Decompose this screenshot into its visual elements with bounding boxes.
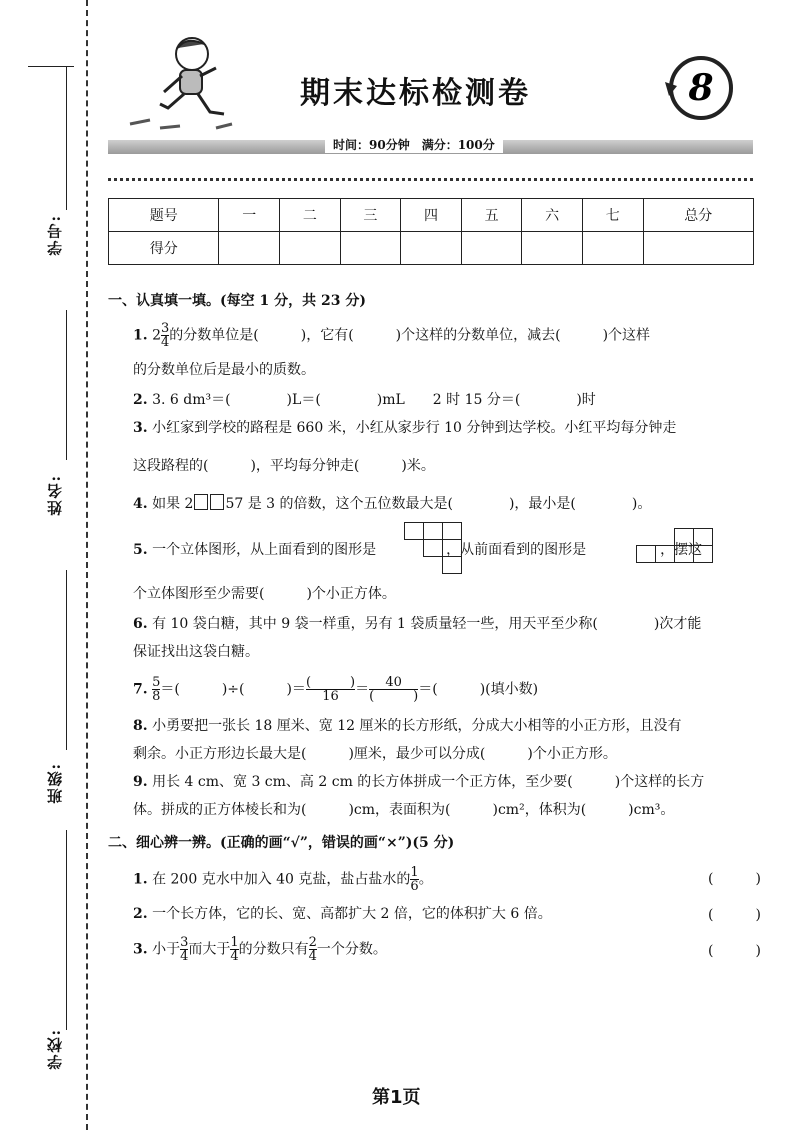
score-cell[interactable] [522, 232, 583, 265]
score-header-cell: 三 [340, 199, 401, 232]
score-cell[interactable] [461, 232, 522, 265]
test-number: 8 [688, 67, 714, 109]
score-header-cell: 七 [582, 199, 643, 232]
answer-paren[interactable]: ( ) [708, 943, 761, 959]
question-1-9-cont: 体。拼成的正方体棱长和为( )cm，表面积为( )cm²，体积为( )cm³。 [133, 802, 675, 818]
question-1-4: 4. 如果 2 57 是 3 的倍数，这个五位数最大是( )，最小是( )。 [133, 496, 652, 512]
score-header-row [109, 199, 754, 232]
score-table [108, 198, 754, 265]
question-2-3: 3. 小于 $\frac{3}{4}$ 而大于 $\frac{1}{4}$ 的分数只有 $\frac{2}{4}$ 一个分数。 [133, 935, 387, 964]
school-label: 学校: [46, 1028, 64, 1070]
top-view-figure [404, 522, 474, 576]
student-no-label: 学号: [46, 214, 64, 256]
question-1-7: 7. $\frac{5}{8}$ ＝( )÷( )＝ $\frac{( )}{16}$ ＝ $\frac{40}{( )}$ ＝( )(填小数) [133, 675, 539, 704]
score-header-cell: 总分 [643, 199, 753, 232]
answer-paren[interactable]: ( ) [708, 871, 761, 887]
page-title: 期末达标检测卷 [300, 76, 531, 111]
fraction: $\frac{( )}{16}$ [305, 675, 356, 704]
score-cell[interactable] [582, 232, 643, 265]
score-header-cell: 一 [219, 199, 280, 232]
question-2-1: 1. 在 200 克水中加入 40 克盐，盐占盐水的 $\frac{1}{6}$ 。 [133, 865, 433, 894]
fraction: $\frac{1}{6}$ [410, 865, 419, 894]
time-info: 时间：90分钟 满分：100分 [325, 136, 503, 153]
question-1-1-cont: 的分数单位后是最小的质数。 [133, 362, 315, 378]
score-cell[interactable] [280, 232, 341, 265]
answer-paren[interactable]: ( ) [708, 907, 761, 923]
score-header-cell: 五 [461, 199, 522, 232]
score-cell[interactable] [401, 232, 462, 265]
score-header-cell: 四 [401, 199, 462, 232]
fraction: $\frac{3}{4}$ [161, 321, 170, 350]
question-1-6: 6. 有 10 袋白糖，其中 9 袋一样重，另有 1 袋质量轻一些，用天平至少称( )次才能 [133, 616, 702, 632]
question-1-8-cont: 剩余。小正方形边长最大是( )厘米，最少可以分成( )个小正方形。 [133, 746, 617, 762]
fraction: $\frac{1}{4}$ [230, 935, 239, 964]
section1-heading: 一、认真填一填。(每空 1 分，共 23 分) [108, 293, 366, 309]
score-cell[interactable] [219, 232, 280, 265]
score-header-cell: 六 [522, 199, 583, 232]
strip-top-line [28, 66, 74, 67]
fraction: $\frac{5}{8}$ [152, 675, 161, 704]
question-1-5: 5. 一个立体图形，从上面看到的图形是 ，从前面看到的图形是 ，摆这 [133, 542, 703, 558]
school-line [66, 830, 67, 1030]
question-1-8: 8. 小勇要把一张长 18 厘米、宽 12 厘米的长方形纸，分成大小相等的小正方形，且没有 [133, 718, 682, 734]
fraction: $\frac{3}{4}$ [180, 935, 189, 964]
score-cell[interactable] [643, 232, 753, 265]
score-value-row [109, 232, 754, 265]
question-1-6-cont: 保证找出这袋白糖。 [133, 644, 259, 660]
dotted-divider [108, 178, 753, 181]
question-1-3-cont: 这段路程的( )，平均每分钟走( )米。 [133, 458, 435, 474]
section2-heading: 二、细心辨一辨。(正确的画“√”，错误的画“×”)(5 分) [108, 835, 455, 851]
fraction: $\frac{40}{( )}$ [369, 675, 419, 704]
name-line [66, 310, 67, 460]
class-label: 班级: [46, 762, 64, 804]
test-number-badge [663, 52, 735, 124]
page-number: 第1页 [372, 1087, 421, 1108]
question-1-9: 9. 用长 4 cm、宽 3 cm、高 2 cm 的长方体拼成一个正方体，至少要( )个这样的长方 [133, 774, 705, 790]
blank-box [194, 494, 208, 510]
binding-dash-line [86, 0, 88, 1130]
question-1-5-cont: 个立体图形至少需要( )个小正方体。 [133, 586, 396, 602]
name-label: 姓名: [46, 474, 64, 516]
blank-box [210, 494, 224, 510]
student-no-line [66, 66, 67, 210]
score-header-cell: 题号 [109, 199, 219, 232]
running-boy-illustration [120, 32, 240, 132]
score-row-label: 得分 [109, 232, 219, 265]
score-cell[interactable] [340, 232, 401, 265]
front-view-figure [636, 528, 712, 568]
fraction: $\frac{2}{4}$ [308, 935, 317, 964]
question-1-2: 2. 3. 6 dm³＝( )L＝( )mL 2 时 15 分＝( )时 [133, 392, 596, 408]
question-2-2: 2. 一个长方体，它的长、宽、高都扩大 2 倍，它的体积扩大 6 倍。 [133, 906, 552, 922]
score-header-cell: 二 [280, 199, 341, 232]
class-line [66, 570, 67, 750]
question-1-1: 1. 2 $\frac{3}{4}$ 的分数单位是( )，它有( )个这样的分数单位，减去( )个这样 [133, 321, 651, 350]
question-1-3: 3. 小红家到学校的路程是 660 米，小红从家步行 10 分钟到达学校。小红平均每分钟走 [133, 420, 677, 436]
